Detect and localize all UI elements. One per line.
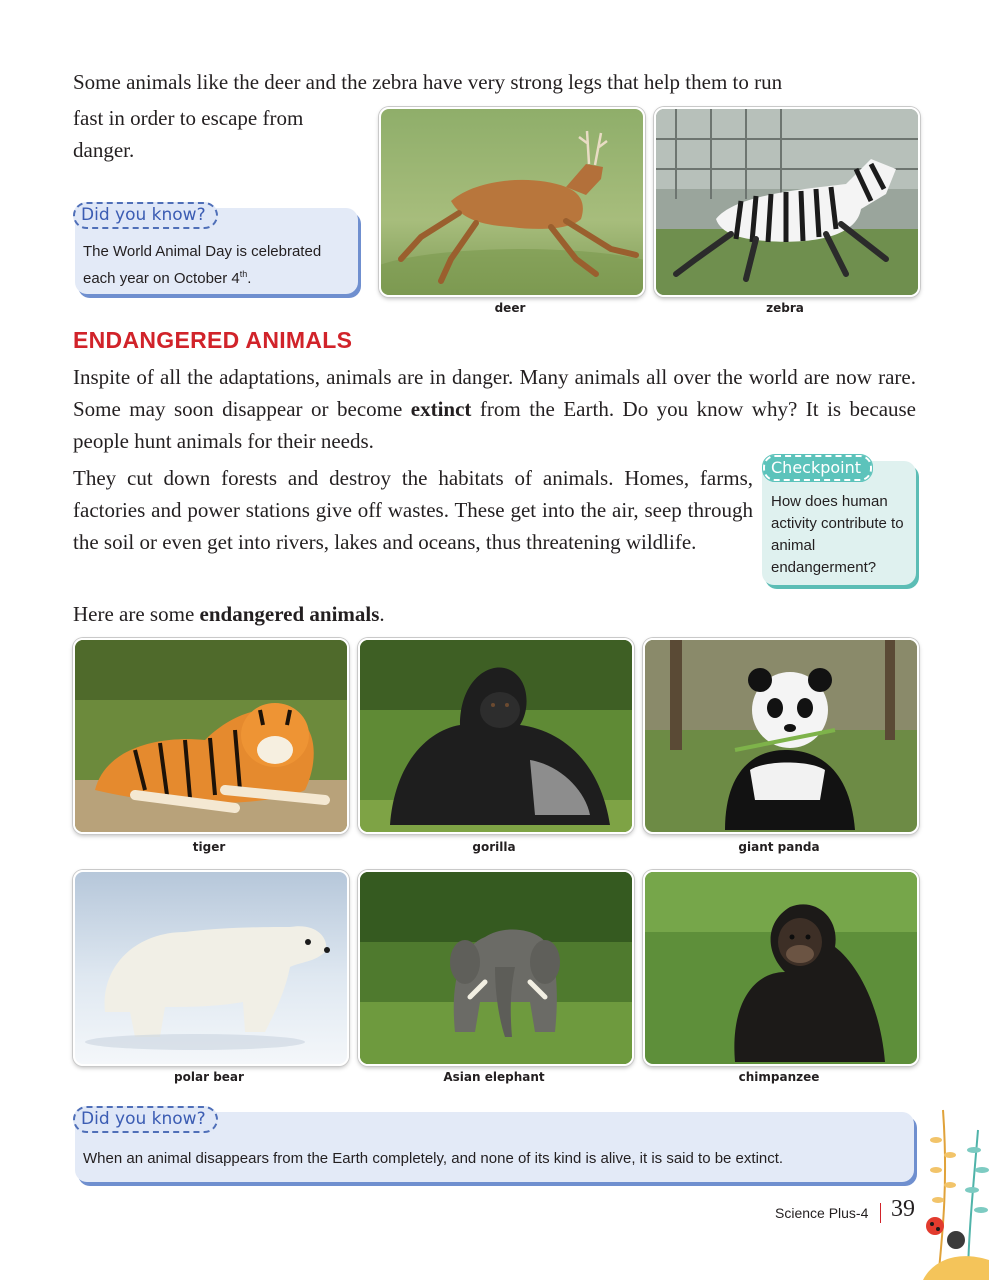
intro-line-3: danger. (73, 138, 135, 162)
did-you-know-tab: Did you know? (73, 202, 218, 229)
zebra-photo (654, 107, 920, 297)
panda-photo (643, 638, 919, 834)
p1-text-a: Inspite of all the adaptations, animals are in danger. Many animals all over the world are now rare. Some may soon disappear or become (73, 365, 916, 421)
chimpanzee-photo (643, 870, 919, 1066)
gorilla-photo (358, 638, 634, 834)
caption-zebra: zebra (766, 301, 804, 315)
intro-line-1: Some animals like the deer and the zebra have very strong legs that help them to run (73, 70, 783, 94)
checkpoint-text: How does human activity contribute to animal endangerment? (771, 493, 904, 576)
paragraph-2: They cut down forests and destroy the habitats of animals. Homes, farms, factories and power stations give off wastes. These get into the air, seep through the soil or even get into rivers, lakes and oceans, thus threatening wildlife. (73, 466, 753, 554)
did-you-know-text (83, 240, 353, 290)
caption-deer: deer (494, 301, 526, 315)
caption-giant-panda: giant panda (738, 840, 820, 854)
page-number: 39 (891, 1196, 915, 1222)
elephant-photo (358, 870, 634, 1066)
p1-bold-extinct: extinct (410, 397, 472, 421)
deer-photo (379, 107, 645, 297)
dyk-text-main: The World Animal Day is celebrated each year on October 4 (83, 243, 322, 287)
paragraph-3 (73, 598, 673, 630)
dyk-text-end: . (247, 270, 252, 287)
section-heading: ENDANGERED ANIMALS (73, 327, 353, 353)
p3-text-a: Here are some (73, 602, 200, 626)
p3-bold: endangered animals (199, 602, 380, 626)
dyk-text-sup: th (239, 269, 248, 279)
caption-asian-elephant: Asian elephant (443, 1070, 545, 1084)
did-you-know-tab-2: Did you know? (73, 1106, 218, 1133)
paragraph-1 (73, 361, 916, 457)
polar-bear-photo (73, 870, 349, 1066)
did-you-know-text-2: When an animal disappears from the Earth completely, and none of its kind is alive, it is said to be extinct. (83, 1150, 784, 1167)
footer-divider (880, 1203, 881, 1223)
caption-gorilla: gorilla (472, 840, 516, 854)
p1-text-b: from the Earth. Do you know why? It is because people hunt animals for their needs. (73, 397, 917, 453)
tiger-photo (73, 638, 349, 834)
p3-text-b: . (379, 602, 385, 626)
caption-chimpanzee: chimpanzee (738, 1070, 820, 1084)
intro-line-2: fast in order to escape from (73, 106, 304, 130)
footer-book-title: Science Plus-4 (775, 1205, 869, 1221)
caption-tiger: tiger (192, 840, 226, 854)
floral-decoration-icon (918, 1100, 989, 1280)
caption-polar-bear: polar bear (174, 1070, 244, 1084)
checkpoint-tab: Checkpoint (763, 455, 872, 481)
